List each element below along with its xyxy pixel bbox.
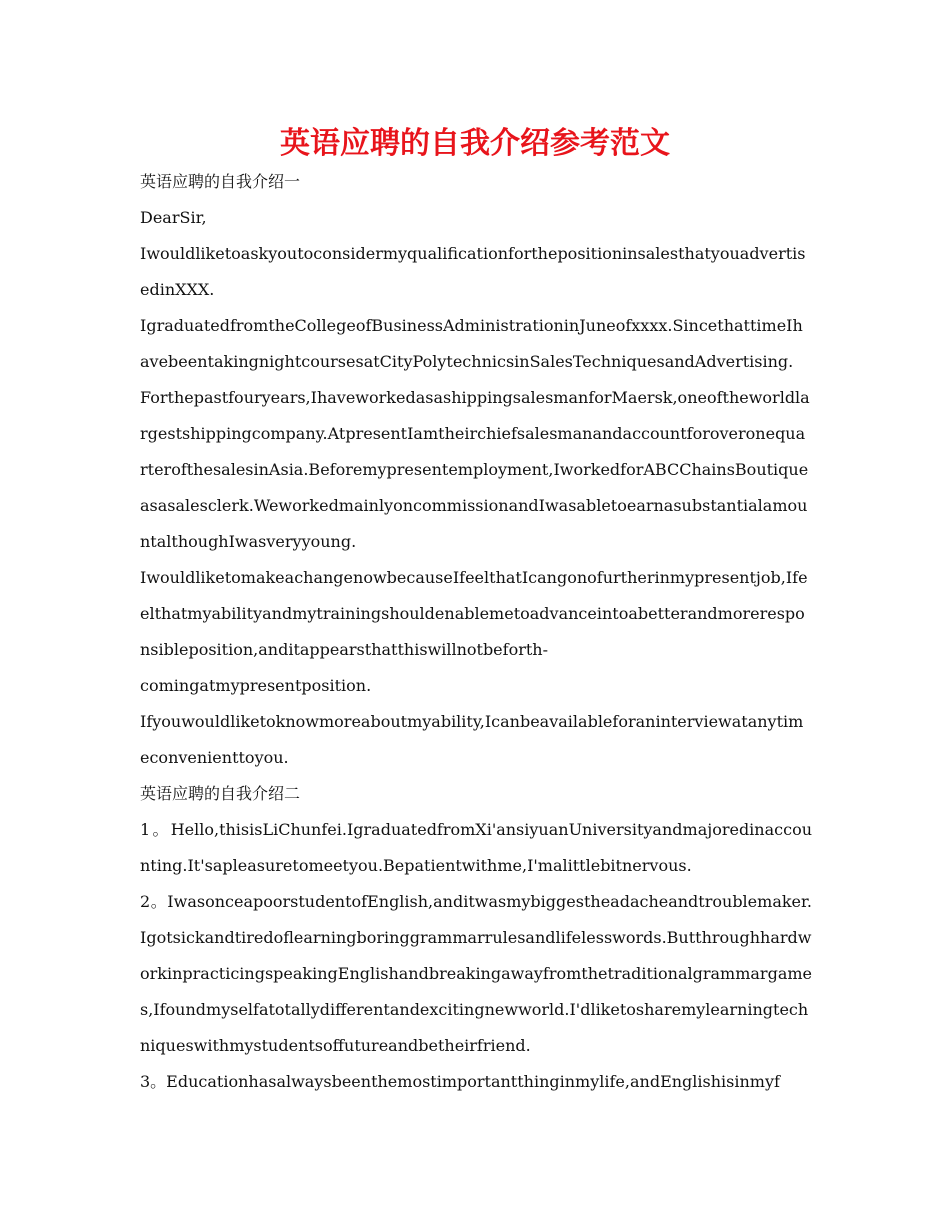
paragraph: comingatmypresentposition. bbox=[140, 676, 372, 695]
document-body bbox=[140, 164, 812, 1100]
list-item: 1。Hello,thisisLiChunfei.IgraduatedfromXi'ansiyuanUniversityandmajoredinaccounting.It'sapleasuretomeetyou.Bepatientwithme,I'malittlebitnervous. bbox=[140, 820, 812, 875]
paragraph: IgraduatedfromtheCollegeofBusinessAdministrationinJuneofxxxx.SincethattimeIhavebeentakingnightcoursesatCityPolytechnicsinSalesTechniquesandAdvertising. bbox=[140, 316, 803, 371]
paragraph: Forthepastfouryears,IhaveworkedasashippingsalesmanforMaersk,oneoftheworldlargestshippingcompany.AtpresentIamtheirchiefsalesmanandaccountforoveronequarterofthesalesinAsia.Beforemypresentemployment,IworkedforABCChainsBoutiqueasasalesclerk.WeworkedmainlyoncommissionandIwasabletoearnasubstantialamountalthoughIwasveryyoung. bbox=[140, 388, 810, 551]
paragraph: Ifyouwouldliketoknowmoreaboutmyability,Icanbeavailableforaninterviewatanytimeconvenienttoyou. bbox=[140, 712, 804, 767]
salutation: DearSir, bbox=[140, 208, 207, 227]
section-heading-2: 英语应聘的自我介绍二 bbox=[140, 784, 301, 803]
list-item: 2。IwasonceapoorstudentofEnglish,anditwasmybiggestheadacheandtroublemaker.Igotsickandtiredoflearningboringgrammarrulesandlifelesswords.ButthroughhardworkinpracticingspeakingEnglishandbreakingawayfromthetraditionalgrammargames,Ifoundmyselfatotallydifferentandexcitingnewworld.I'dliketosharemylearningtechniqueswithmystudentsoffutureandbetheirfriend. bbox=[140, 892, 812, 1055]
document-title: 英语应聘的自我介绍参考范文 bbox=[280, 126, 670, 161]
list-item: 3。Educationhasalwaysbeenthemostimportantthinginmylife,andEnglishisinmyf bbox=[140, 1072, 780, 1091]
section-heading-1: 英语应聘的自我介绍一 bbox=[140, 172, 301, 191]
paragraph: IwouldliketoaskyoutoconsidermyqualificationforthepositioninsalesthatyouadvertisedinXXX. bbox=[140, 244, 806, 299]
paragraph: IwouldliketomakeachangenowbecauseIfeelthatIcangonofurtherinmypresentjob,Ifeelthatmyabilityandmytrainingshouldenablemetoadvanceintoabetterandmoreresponsibleposition,anditappearsthatthiswillnotbeforth- bbox=[140, 568, 808, 659]
